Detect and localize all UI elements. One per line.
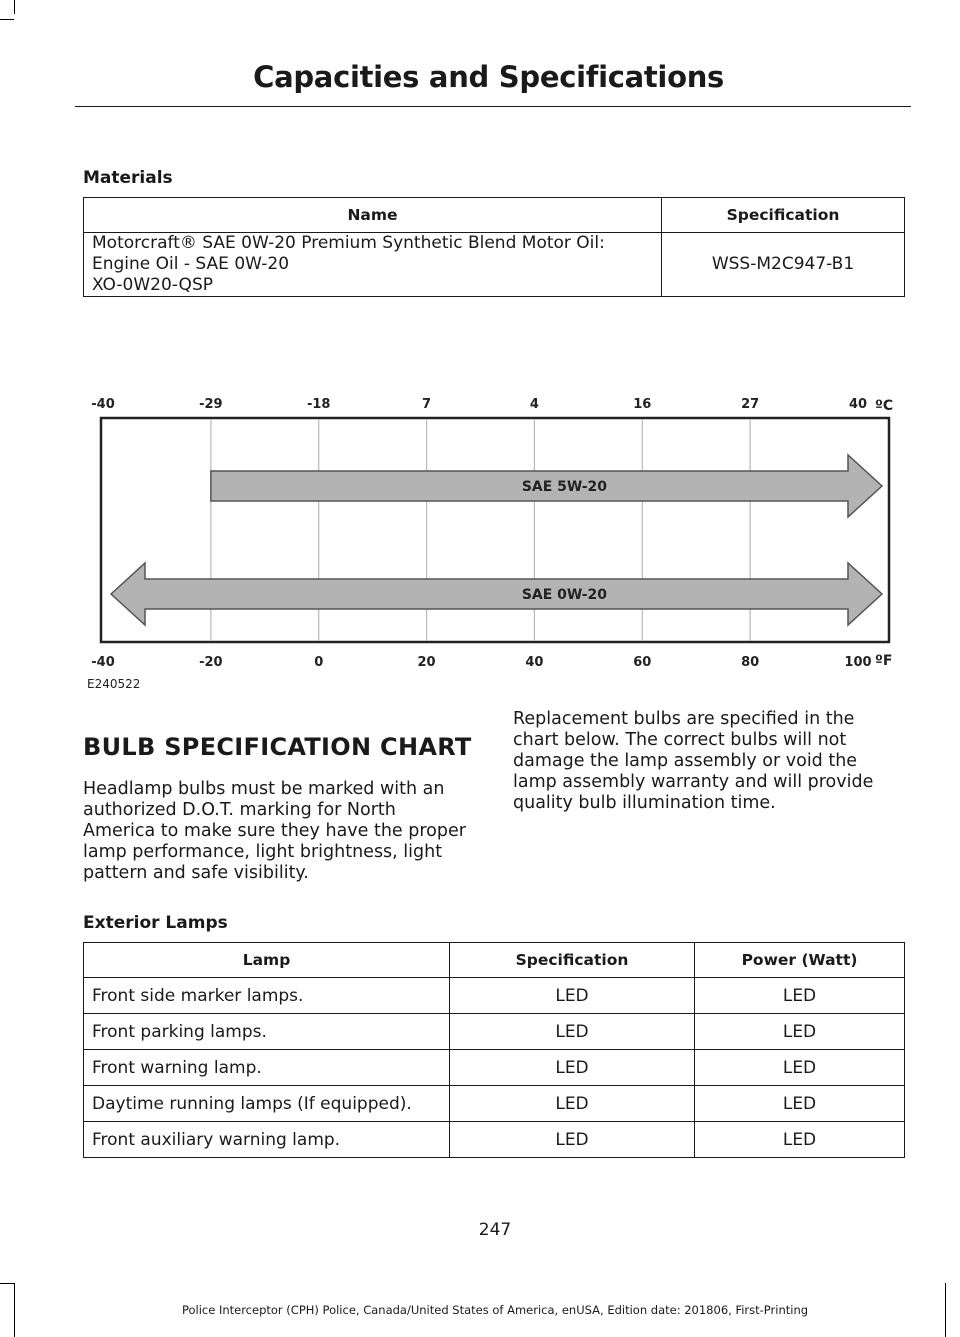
spec-cell: LED: [450, 1014, 695, 1050]
material-name-cell: [84, 233, 662, 297]
lamp-cell: Front side marker lamps.: [84, 978, 450, 1014]
range-arrow: [111, 563, 882, 625]
table-header-row: [84, 198, 905, 233]
material-name-line: XO-0W20-QSP: [92, 275, 213, 295]
text-line: damage the lamp assembly or void the: [513, 751, 858, 771]
celsius-tick-label: 4: [529, 397, 539, 412]
fahrenheit-tick-label: -20: [199, 655, 223, 670]
celsius-tick-label: 40: [848, 397, 868, 412]
title-rule: [75, 106, 911, 107]
exterior-lamps-heading: Exterior Lamps: [83, 913, 228, 933]
crop-mark: [14, 0, 15, 14]
lamp-cell: Front parking lamps.: [84, 1014, 450, 1050]
text-line: Replacement bulbs are specified in the: [513, 709, 855, 729]
table-row: [84, 1086, 905, 1122]
power-cell: LED: [695, 1122, 905, 1158]
text-line: chart below. The correct bulbs will not: [513, 730, 847, 750]
materials-table: [83, 197, 905, 297]
power-cell: LED: [695, 978, 905, 1014]
text-line: lamp performance, light brightness, light: [83, 842, 443, 862]
table-row: [84, 233, 905, 297]
power-cell: LED: [695, 1086, 905, 1122]
fahrenheit-tick-label: 20: [417, 655, 436, 670]
text-line: quality bulb illumination time.: [513, 793, 776, 813]
page-footer: Police Interceptor (CPH) Police, Canada/United States of America, enUSA, Edition date: 201806, First-Printing: [181, 1303, 809, 1317]
table-row: [84, 1014, 905, 1050]
text-line: pattern and safe visibility.: [83, 863, 309, 883]
celsius-tick-label: -29: [199, 397, 223, 412]
series-label: SAE 0W-20: [521, 587, 608, 603]
column-header: Specification: [662, 198, 905, 233]
power-cell: LED: [695, 1050, 905, 1086]
fahrenheit-tick-label: 80: [741, 655, 760, 670]
celsius-tick-label: 27: [741, 397, 760, 412]
spec-cell: LED: [450, 1050, 695, 1086]
text-line: authorized D.O.T. marking for North: [83, 800, 396, 820]
lamp-cell: Front auxiliary warning lamp.: [84, 1122, 450, 1158]
table-row: [84, 1122, 905, 1158]
table-row: [84, 1050, 905, 1086]
column-header: Name: [84, 198, 662, 233]
exterior-lamps-table: [83, 942, 905, 1158]
fahrenheit-tick-label: 60: [633, 655, 652, 670]
celsius-tick-label: 16: [633, 397, 652, 412]
series-label: SAE 5W-20: [521, 479, 608, 495]
bulb-intro-left: [83, 779, 466, 884]
material-name-line: Motorcraft® SAE 0W-20 Premium Synthetic Blend Motor Oil:: [92, 233, 605, 253]
materials-heading: Materials: [83, 168, 173, 188]
celsius-tick-label: 7: [422, 397, 432, 412]
fahrenheit-tick-label: 40: [525, 655, 544, 670]
lamp-cell: Front warning lamp.: [84, 1050, 450, 1086]
oil-viscosity-chart: [85, 388, 905, 693]
spec-cell: LED: [450, 1086, 695, 1122]
crop-mark: [0, 1283, 14, 1284]
fahrenheit-unit-label: ºF: [875, 653, 893, 669]
celsius-tick-label: -40: [91, 397, 115, 412]
figure-id: E240522: [87, 677, 141, 691]
material-name-line: Engine Oil - SAE 0W-20: [92, 254, 290, 274]
text-line: America to make sure they have the proper: [83, 821, 466, 841]
lamp-cell: Daytime running lamps (If equipped).: [84, 1086, 450, 1122]
table-row: [84, 978, 905, 1014]
bulb-intro-right: [513, 709, 873, 814]
text-line: Headlamp bulbs must be marked with an: [83, 779, 445, 799]
material-spec-cell: WSS-M2C947-B1: [662, 233, 905, 297]
power-cell: LED: [695, 1014, 905, 1050]
bulb-chart-heading: BULB SPECIFICATION CHART: [83, 733, 472, 761]
page-number: 247: [478, 1220, 512, 1240]
column-header: Specification: [450, 943, 695, 978]
table-header-row: [84, 943, 905, 978]
spec-cell: LED: [450, 978, 695, 1014]
fahrenheit-tick-label: -40: [91, 655, 115, 670]
crop-mark: [0, 19, 14, 20]
celsius-tick-label: -18: [306, 397, 331, 412]
page-title: Capacities and Specifications: [253, 60, 724, 94]
text-line: lamp assembly warranty and will provide: [513, 772, 874, 792]
column-header: Lamp: [84, 943, 450, 978]
column-header: Power (Watt): [695, 943, 905, 978]
spec-cell: LED: [450, 1122, 695, 1158]
fahrenheit-tick-label: 100: [844, 655, 872, 670]
fahrenheit-tick-label: 0: [314, 655, 324, 670]
celsius-unit-label: ºC: [875, 398, 894, 414]
